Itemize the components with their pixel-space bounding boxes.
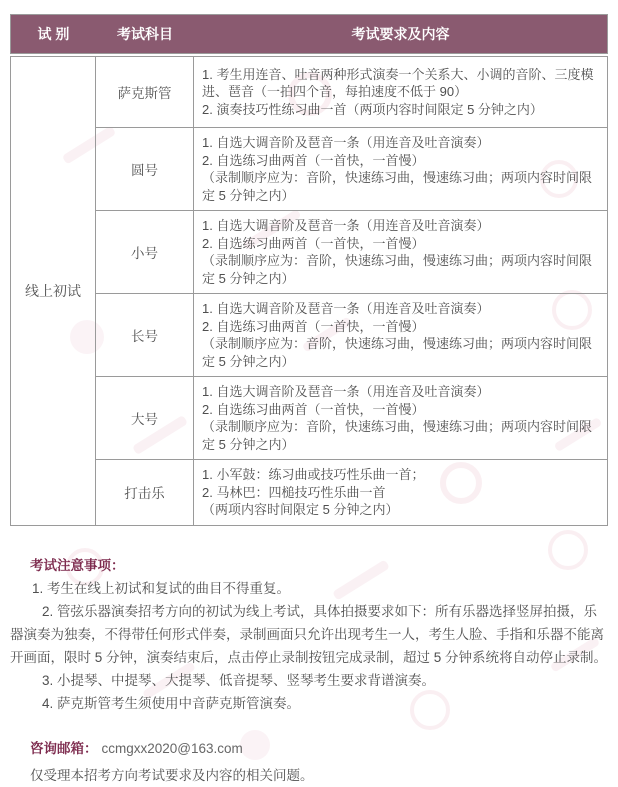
- subject-cell-percussion: 打击乐: [96, 460, 194, 526]
- requirement-line: （录制顺序应为：音阶，快速练习曲，慢速练习曲；两项内容时间限定 5 分钟之内）: [202, 419, 593, 452]
- requirements-cell: [194, 57, 608, 128]
- table-row: [11, 128, 608, 211]
- requirement-line: 1. 自选大调音阶及琶音一条（用连音及吐音演奏）: [202, 218, 490, 233]
- exam-table: [10, 56, 608, 526]
- subject-cell-trombone: 长号: [96, 294, 194, 377]
- note-item: 3. 小提琴、中提琴、大提琴、低音提琴、竖琴考生要求背谱演奏。: [42, 672, 436, 688]
- requirements-cell: [194, 460, 608, 526]
- note-item: 4. 萨克斯管考生须使用中音萨克斯管演奏。: [42, 695, 301, 711]
- requirement-line: 2. 马林巴：四槌技巧性乐曲一首: [202, 484, 386, 500]
- table-row: [11, 377, 608, 460]
- notes-heading: 考试注意事项：: [30, 557, 125, 573]
- requirements-cell: [194, 377, 608, 460]
- requirement-line: 2. 自选练习曲两首（一首快，一首慢）: [202, 318, 425, 334]
- requirement-line: （录制顺序应为：音阶，快速练习曲，慢速练习曲；两项内容时间限定 5 分钟之内）: [202, 253, 593, 286]
- requirement-line: 1. 考生用连音、吐音两种形式演奏一个关系大、小调的音阶、三度模进、琶音（一拍四个音，每拍速度不低于 90）: [202, 66, 594, 100]
- contact-line: [30, 737, 608, 760]
- header-cell-stage: 试 别: [37, 26, 70, 42]
- requirement-line: 1. 自选大调音阶及琶音一条（用连音及吐音演奏）: [202, 301, 490, 316]
- requirement-line: 2. 演奏技巧性练习曲一首（两项内容时间限定 5 分钟之内）: [202, 101, 543, 117]
- note-item: 1. 考生在线上初试和复试的曲目不得重复。: [32, 580, 291, 596]
- requirement-line: 2. 自选练习曲两首（一首快，一首慢）: [202, 235, 425, 251]
- subject-cell-french-horn: 圆号: [96, 128, 194, 211]
- requirement-line: 1. 小军鼓：练习曲或技巧性乐曲一首；: [202, 467, 425, 482]
- requirement-line: （录制顺序应为：音阶，快速练习曲，慢速练习曲；两项内容时间限定 5 分钟之内）: [202, 170, 593, 203]
- table-header-row: [10, 14, 608, 54]
- contact-label: 咨询邮箱：: [30, 740, 98, 756]
- requirements-cell: [194, 128, 608, 211]
- header-cell-subject: 考试科目: [117, 26, 173, 42]
- table-row: [11, 57, 608, 128]
- subject-cell-tuba: 大号: [96, 377, 194, 460]
- contact-email: ccmgxx2020@163.com: [101, 740, 243, 756]
- exam-notes-section: [10, 554, 608, 715]
- requirement-line: 2. 自选练习曲两首（一首快，一首慢）: [202, 152, 425, 168]
- requirement-line: 1. 自选大调音阶及琶音一条（用连音及吐音演奏）: [202, 384, 490, 399]
- requirements-cell: [194, 211, 608, 294]
- contact-section: [10, 737, 608, 787]
- requirement-line: （两项内容时间限定 5 分钟之内）: [202, 502, 399, 517]
- requirement-line: （录制顺序应为：音阶，快速练习曲，慢速练习曲；两项内容时间限定 5 分钟之内）: [202, 336, 593, 369]
- subject-cell-saxophone: 萨克斯管: [96, 57, 194, 128]
- header-cell-requirements: 考试要求及内容: [351, 26, 450, 42]
- note-item: 2. 管弦乐器演奏招考方向的初试为线上考试，具体拍摄要求如下：所有乐器选择竖屏拍摄，乐器演奏为独奏，不得带任何形式伴奏，录制画面只允许出现考生一人，考生人脸、手指和乐器不能离开画面，限时 5 分钟，演奏结束后，点击停止录制按钮完成录制，超过 5 分钟系统将自动停止录制。: [10, 603, 608, 665]
- stage-cell: 线上初试: [11, 57, 96, 526]
- contact-note: 仅受理本招考方向考试要求及内容的相关问题。: [30, 767, 314, 783]
- requirement-line: 1. 自选大调音阶及琶音一条（用连音及吐音演奏）: [202, 135, 490, 150]
- table-row: [11, 294, 608, 377]
- requirements-cell: [194, 294, 608, 377]
- table-row: [11, 460, 608, 526]
- requirement-line: 2. 自选练习曲两首（一首快，一首慢）: [202, 401, 425, 417]
- table-row: [11, 211, 608, 294]
- subject-cell-trumpet: 小号: [96, 211, 194, 294]
